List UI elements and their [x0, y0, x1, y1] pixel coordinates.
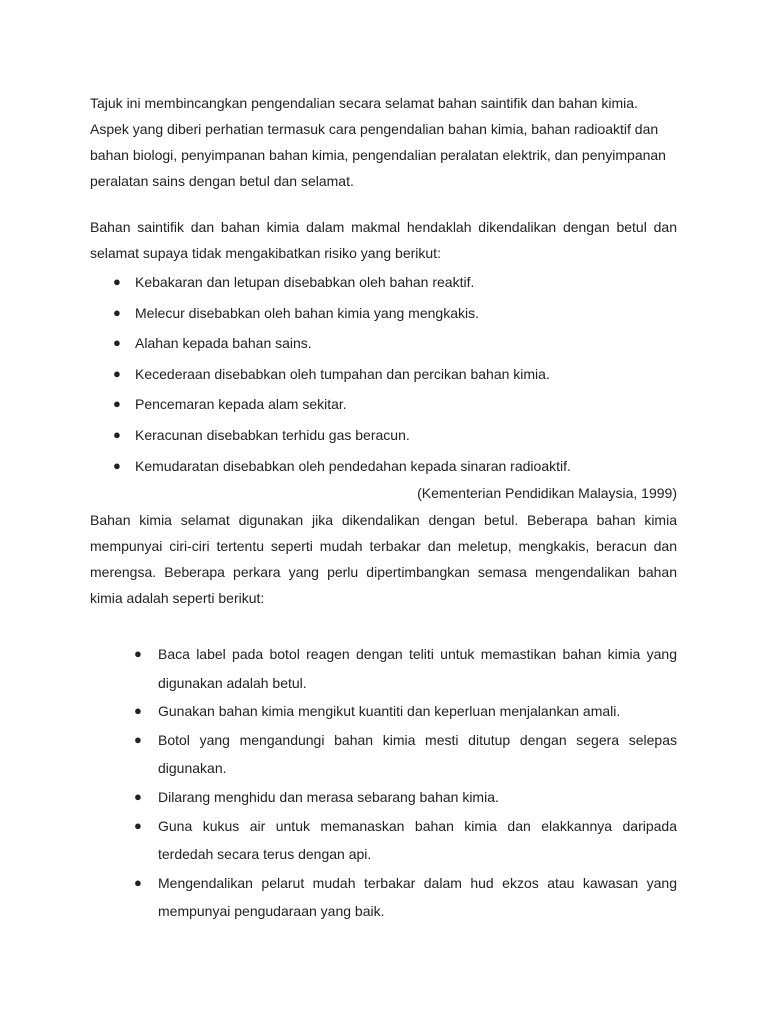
list-item-text: Baca label pada botol reagen dengan teliti untuk memastikan bahan kimia yang digunakan adalah betul.: [158, 646, 677, 691]
list-item: [90, 451, 677, 482]
list-item-text: Botol yang mengandungi bahan kimia mesti ditutup dengan segera selepas digunakan.: [158, 731, 677, 777]
list-item: [90, 697, 677, 726]
bullet-icon: ●: [113, 457, 121, 473]
list-item-text: Kebakaran dan letupan disebabkan oleh bahan reaktif.: [135, 274, 475, 290]
guidelines-list: [90, 640, 677, 926]
bullet-icon: ●: [134, 731, 142, 747]
list-item-text: Melecur disebabkan oleh bahan kimia yang mengkakis.: [135, 304, 479, 321]
bullet-icon: ●: [113, 365, 121, 381]
list-item: [90, 298, 677, 329]
list-item-text: Pencemaran kepada alam sekitar.: [135, 396, 347, 413]
bullet-icon: ●: [113, 426, 121, 442]
risks-list: [90, 267, 677, 481]
bullet-icon: ●: [113, 304, 121, 320]
risks-intro-paragraph: Bahan saintifik dan bahan kimia dalam makmal hendaklah dikendalikan dengan betul dan selamat supaya tidak mengakibatkan risiko yang berikut:: [90, 219, 677, 261]
list-item: [90, 389, 677, 420]
list-item-text: Dilarang menghidu dan merasa sebarang bahan kimia.: [158, 788, 499, 805]
citation: (Kementerian Pendidikan Malaysia, 1999): [417, 485, 677, 501]
list-item-text: Kemudaratan disebabkan oleh pendedahan kepada sinaran radioaktif.: [135, 457, 571, 474]
list-item-text: Keracunan disebabkan terhidu gas beracun.: [135, 426, 410, 443]
list-item: [90, 726, 677, 783]
bullet-icon: ●: [134, 874, 142, 890]
bullet-icon: ●: [113, 274, 121, 289]
bullet-icon: ●: [113, 335, 121, 351]
list-item: [90, 420, 677, 451]
list-item: [90, 267, 677, 298]
list-item-text: Gunakan bahan kimia mengikut kuantiti dan keperluan menjalankan amali.: [158, 703, 621, 720]
bullet-icon: ●: [134, 646, 142, 661]
bullet-icon: ●: [134, 703, 142, 719]
list-item-text: Kecederaan disebabkan oleh tumpahan dan percikan bahan kimia.: [135, 365, 550, 382]
list-item: [90, 359, 677, 390]
list-item: [90, 812, 677, 869]
list-item: [90, 869, 677, 926]
bullet-icon: ●: [113, 396, 121, 412]
bullet-icon: ●: [134, 788, 142, 804]
list-item: [90, 328, 677, 359]
list-item-text: Guna kukus air untuk memanaskan bahan kimia dan elakkannya daripada terdedah secara terus dengan api.: [158, 817, 677, 863]
intro-paragraph: Tajuk ini membincangkan pengendalian secara selamat bahan saintifik dan bahan kimia. Aspek yang diberi perhatian termasuk cara pengendalian bahan kimia, bahan radioaktif dan bahan biologi, penyimpanan bahan kimia, pengendalian peralatan elektrik, dan penyimpanan peralatan sains dengan betul dan selamat.: [90, 95, 666, 189]
list-item-text: Alahan kepada bahan sains.: [135, 335, 312, 352]
list-item: [90, 640, 677, 697]
bullet-icon: ●: [134, 817, 142, 833]
handling-intro-paragraph: Bahan kimia selamat digunakan jika dikendalikan dengan betul. Beberapa bahan kimia mempunyai ciri-ciri tertentu seperti mudah terbakar dan meletup, mengkakis, beracun dan merengsa. Beberapa perkara yang perlu dipertimbangkan semasa mengendalikan bahan kimia adalah seperti berikut:: [90, 512, 677, 606]
list-item: [90, 783, 677, 812]
list-item-text: Mengendalikan pelarut mudah terbakar dalam hud ekzos atau kawasan yang mempunyai pengudaraan yang baik.: [158, 874, 677, 920]
